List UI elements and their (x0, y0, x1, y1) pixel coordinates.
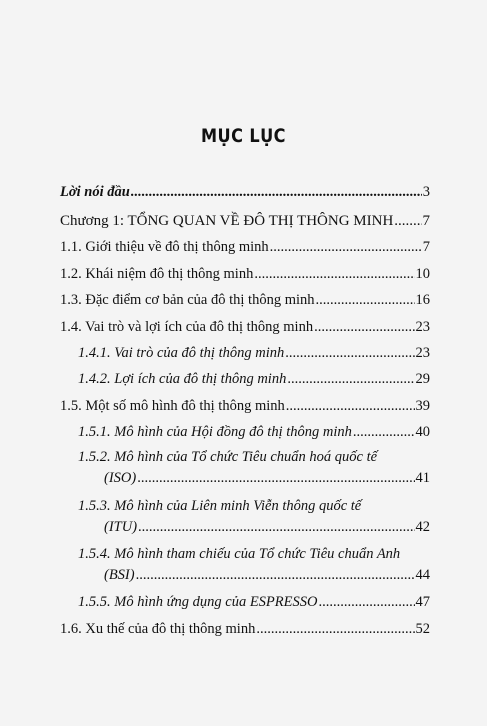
toc-entry[interactable] (60, 620, 430, 638)
toc-entry-page: 47 (415, 594, 430, 610)
toc-entry-label-line1: 1.5.3. Mô hình của Liên minh Viễn thông quốc tế (78, 498, 362, 514)
toc-entry-page: 7 (422, 213, 430, 229)
toc-entry-page: 39 (415, 398, 430, 414)
leader-dots (137, 469, 414, 487)
toc-entry-label: 1.6. Xu thế của đô thị thông minh (60, 621, 256, 637)
toc-entry-label-line1: 1.5.2. Mô hình của Tổ chức Tiêu chuẩn hoá quốc tế (78, 449, 378, 465)
leader-dots (256, 620, 414, 638)
toc-entry-page: 16 (415, 292, 430, 308)
leader-dots (131, 183, 422, 201)
toc-entry-label: 1.3. Đặc điểm cơ bản của đô thị thông minh (60, 292, 315, 308)
toc-entry[interactable] (78, 423, 430, 441)
toc-entry-label: 1.4.2. Lợi ích của đô thị thông minh (78, 371, 287, 387)
toc-entry[interactable] (104, 469, 430, 487)
toc-entry-page: 41 (415, 470, 430, 486)
toc-entry[interactable] (60, 183, 430, 201)
leader-dots (138, 518, 414, 536)
leader-dots (314, 318, 414, 336)
toc-entry-page: 3 (422, 184, 430, 200)
toc-entry[interactable] (60, 212, 430, 230)
toc-entry-label: Lời nói đầu (60, 184, 130, 200)
toc-entry[interactable] (78, 593, 430, 611)
leader-dots (254, 265, 414, 283)
toc-entry-label: (ISO) (104, 470, 137, 486)
toc-entry-page: 23 (415, 345, 430, 361)
leader-dots (286, 397, 415, 415)
toc-entry[interactable] (60, 291, 430, 309)
toc-entry[interactable] (104, 566, 430, 584)
toc-entry-page: 52 (415, 621, 430, 637)
leader-dots (353, 423, 415, 441)
toc-entry-page: 40 (415, 424, 430, 440)
toc-entry-label: 1.5.5. Mô hình ứng dụng của ESPRESSO (78, 594, 318, 610)
leader-dots (285, 344, 414, 362)
toc-entry[interactable] (78, 370, 430, 388)
toc-entry-label-line1: 1.5.4. Mô hình tham chiếu của Tổ chức Tiêu chuẩn Anh (78, 546, 401, 562)
toc-entry[interactable] (78, 344, 430, 362)
page-title: MỤC LỤC (201, 125, 286, 147)
toc-entry[interactable] (60, 238, 430, 256)
toc-entry-label: 1.1. Giới thiệu về đô thị thông minh (60, 239, 269, 255)
toc-entry[interactable] (60, 318, 430, 336)
toc-entry-label: (ITU) (104, 519, 138, 535)
toc-entry-label: 1.5.1. Mô hình của Hội đồng đô thị thông minh (78, 424, 352, 440)
toc-entry-label: 1.4.1. Vai trò của đô thị thông minh (78, 345, 285, 361)
leader-dots (136, 566, 415, 584)
toc-entry-page: 10 (415, 266, 430, 282)
leader-dots (270, 238, 422, 256)
toc-entry-label: 1.4. Vai trò và lợi ích của đô thị thông minh (60, 319, 314, 335)
leader-dots (316, 291, 415, 309)
toc-entry[interactable] (60, 265, 430, 283)
toc-entry-label: 1.5. Một số mô hình đô thị thông minh (60, 398, 285, 414)
toc-entry-page: 42 (415, 519, 430, 535)
toc-entry[interactable] (104, 518, 430, 536)
leader-dots (287, 370, 414, 388)
leader-dots (318, 593, 414, 611)
toc-entry-label: 1.2. Khái niệm đô thị thông minh (60, 266, 254, 282)
toc-entry-label: Chương 1: TỔNG QUAN VỀ ĐÔ THỊ THÔNG MINH (60, 213, 394, 229)
toc-entry-label: (BSI) (104, 567, 135, 583)
toc-entry-page: 23 (415, 319, 430, 335)
toc-entry-page: 29 (415, 371, 430, 387)
toc-entry[interactable] (60, 397, 430, 415)
toc-entry-page: 44 (415, 567, 430, 583)
leader-dots (394, 212, 421, 230)
toc-entry-page: 7 (422, 239, 430, 255)
